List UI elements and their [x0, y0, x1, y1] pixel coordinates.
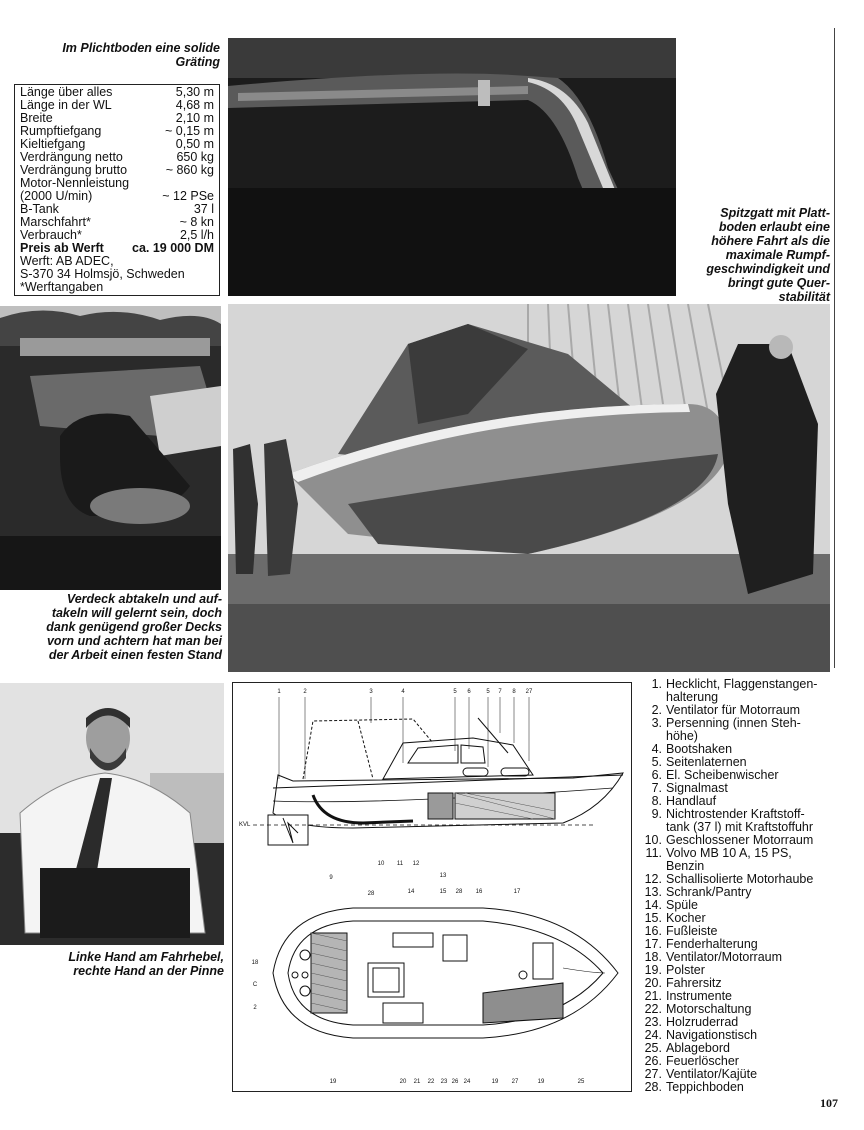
legend-text: Feuerlöscher — [666, 1054, 739, 1068]
legend-text: El. Scheibenwischer — [666, 768, 779, 782]
builder-line: Werft: AB ADEC, — [20, 254, 114, 268]
legend-number: 15. — [644, 911, 662, 925]
spec-label: Motor-Nennleistung — [20, 176, 130, 190]
legend-number: 3. — [651, 716, 662, 730]
caption-line: Gräting — [175, 55, 220, 69]
legend-text: Signalmast — [666, 781, 728, 795]
diagram-legend — [640, 678, 862, 1094]
spec-label: Breite — [20, 111, 53, 125]
legend-number: 18. — [644, 950, 662, 964]
diagram-number: 19 — [329, 1079, 337, 1085]
legend-text: Schrank/Pantry — [666, 885, 752, 899]
diagram-number: 1 — [277, 689, 281, 695]
legend-number: 2. — [651, 703, 662, 717]
diagram-number: 23 — [440, 1079, 448, 1085]
legend-number: 5. — [651, 755, 662, 769]
spec-value: 5,30 m — [175, 85, 214, 99]
legend-number: 17. — [644, 937, 662, 951]
price-value: ca. 19 000 DM — [132, 241, 214, 255]
diagram-number: 17 — [513, 889, 521, 895]
spec-value: ~ 12 PSe — [162, 189, 214, 203]
diagram-number: 11 — [396, 861, 404, 867]
legend-number: 14. — [644, 898, 662, 912]
caption-line: der Arbeit einen festen Stand — [48, 648, 222, 662]
caption-line: Spitzgatt mit Platt- — [720, 206, 830, 220]
legend-text: Navigationstisch — [666, 1028, 758, 1042]
legend-text: halterung — [666, 690, 719, 704]
diagram-number: 28 — [455, 889, 463, 895]
caption-line: Linke Hand am Fahrhebel, — [68, 950, 224, 964]
diagram-number: 7 — [498, 689, 502, 695]
legend-number: 16. — [644, 924, 662, 938]
boat-technical-drawing — [232, 682, 632, 1092]
spec-label: Rumpftiefgang — [20, 124, 102, 138]
caption-line: Verdeck abtakeln und auf- — [66, 592, 222, 606]
legend-text: Handlauf — [666, 794, 717, 808]
diagram-number: 25 — [577, 1079, 585, 1085]
column-rule — [834, 28, 835, 668]
legend-number: 12. — [644, 872, 662, 886]
spec-value: ~ 860 kg — [165, 163, 214, 177]
diagram-number: 3 — [369, 689, 373, 695]
legend-text: Teppichboden — [666, 1080, 744, 1094]
legend-text: höhe) — [666, 729, 698, 743]
legend-text: Motorschaltung — [666, 1002, 752, 1016]
diagram-number: 28 — [367, 891, 375, 897]
legend-text: Volvo MB 10 A, 15 PS, — [666, 846, 792, 860]
photo-cockpit — [228, 38, 676, 296]
diagram-number: 21 — [413, 1079, 421, 1085]
diagram-number: 9 — [329, 875, 333, 881]
legend-number: 23. — [644, 1015, 662, 1029]
diagram-number: 8 — [512, 689, 516, 695]
builder-address: S-370 34 Holmsjö, Schweden — [20, 267, 185, 281]
spec-label: Länge über alles — [20, 85, 113, 99]
diagram-number: 2 — [253, 1005, 257, 1011]
caption-line: Im Plichtboden eine solide — [62, 41, 220, 55]
spec-label: Verbrauch* — [20, 228, 82, 242]
legend-text: Kocher — [666, 911, 706, 925]
diagram-number: 14 — [407, 889, 415, 895]
diagram-number: 13 — [439, 873, 447, 879]
diagram-number: 27 — [511, 1079, 519, 1085]
diagram-number: 22 — [427, 1079, 435, 1085]
legend-number: 1. — [651, 677, 662, 691]
legend-number: 10. — [644, 833, 662, 847]
legend-number: 24. — [644, 1028, 662, 1042]
legend-text: Fahrersitz — [666, 976, 722, 990]
legend-text: Seitenlaternen — [666, 755, 747, 769]
diagram-number: C — [252, 982, 258, 988]
spec-value: 2,5 l/h — [179, 228, 214, 242]
caption-line: takeln will gelernt sein, doch — [51, 606, 222, 620]
legend-text: Polster — [666, 963, 705, 977]
legend-text: Ventilator/Kajüte — [666, 1067, 758, 1081]
caption-line: höhere Fahrt als die — [711, 234, 830, 248]
legend-text: Ventilator für Motorraum — [666, 703, 801, 717]
diagram-number: 24 — [463, 1079, 471, 1085]
legend-number: 7. — [651, 781, 662, 795]
spec-value: 0,50 m — [175, 137, 214, 151]
legend-number: 27. — [644, 1067, 662, 1081]
caption-line: geschwindigkeit und — [706, 262, 830, 276]
legend-text: Hecklicht, Flaggenstangen- — [666, 677, 818, 691]
diagram-number: 19 — [537, 1079, 545, 1085]
spec-label: B-Tank — [20, 202, 59, 216]
spec-label: (2000 U/min) — [20, 189, 93, 203]
legend-text: Fenderhalterung — [666, 937, 758, 951]
spec-label: Länge in der WL — [20, 98, 112, 112]
spec-value: ~ 8 kn — [179, 215, 214, 229]
diagram-number: 5 — [453, 689, 457, 695]
legend-number: 4. — [651, 742, 662, 756]
legend-text: Geschlossener Motorraum — [666, 833, 814, 847]
diagram-number: 4 — [401, 689, 405, 695]
diagram-number: 27 — [525, 689, 533, 695]
legend-item — [640, 1081, 862, 1094]
diagram-number: 18 — [251, 960, 259, 966]
diagram-number: 6 — [467, 689, 471, 695]
caption-line: boden erlaubt eine — [718, 220, 830, 234]
diagram-number: 10 — [377, 861, 385, 867]
legend-text: Ablagebord — [666, 1041, 730, 1055]
caption-line: bringt gute Quer- — [727, 276, 830, 290]
diagram-number: 12 — [412, 861, 420, 867]
photo-harbour — [0, 306, 221, 590]
legend-number: 22. — [644, 1002, 662, 1016]
legend-number: 25. — [644, 1041, 662, 1055]
legend-text: Benzin — [666, 859, 705, 873]
diagram-number: 15 — [439, 889, 447, 895]
caption-top-left — [20, 41, 220, 69]
legend-number: 21. — [644, 989, 662, 1003]
specifications-box — [14, 84, 220, 296]
kvl-label: KVL — [239, 822, 251, 828]
legend-number: 13. — [644, 885, 662, 899]
spec-value: 4,68 m — [175, 98, 214, 112]
caption-middle-left — [10, 592, 222, 662]
side-elevation — [253, 718, 623, 845]
legend-text: Spüle — [666, 898, 698, 912]
legend-text: tank (37 l) mit Kraftstoffuhr — [666, 820, 814, 834]
spec-label: Verdrängung brutto — [20, 163, 128, 177]
caption-line: vorn und achtern hat man bei — [46, 634, 222, 648]
caption-line: dank genügend großer Decks — [46, 620, 222, 634]
spec-value: 2,10 m — [175, 111, 214, 125]
legend-number: 6. — [651, 768, 662, 782]
legend-number: 19. — [644, 963, 662, 977]
footnote: *Werftangaben — [20, 280, 104, 294]
legend-number: 11. — [645, 846, 662, 860]
legend-number: 26. — [644, 1054, 662, 1068]
legend-text: Persenning (innen Steh- — [666, 716, 801, 730]
caption-line: maximale Rumpf- — [725, 248, 830, 262]
page-number: 107 — [820, 1096, 838, 1110]
spec-rows — [20, 86, 214, 242]
caption-line: rechte Hand an der Pinne — [73, 964, 224, 978]
diagram-number: 20 — [399, 1079, 407, 1085]
photo-boat-on-land — [228, 304, 830, 672]
caption-top-right — [680, 206, 830, 304]
spec-value: ~ 0,15 m — [165, 124, 214, 138]
legend-text: Schallisolierte Motorhaube — [666, 872, 814, 886]
price-label: Preis ab Werft — [20, 241, 104, 255]
legend-number: 28. — [644, 1080, 662, 1094]
diagram-number: 19 — [491, 1079, 499, 1085]
legend-number: 20. — [644, 976, 662, 990]
legend-text: Ventilator/Motorraum — [666, 950, 783, 964]
diagram-number: 16 — [475, 889, 483, 895]
legend-text: Nichtrostender Kraftstoff- — [666, 807, 805, 821]
spec-value: 37 l — [193, 202, 214, 216]
diagram-number: 5 — [486, 689, 490, 695]
legend-text: Instrumente — [666, 989, 733, 1003]
photo-helmsman — [0, 683, 224, 945]
spec-label: Verdrängung netto — [20, 150, 123, 164]
diagram-number: 26 — [451, 1079, 459, 1085]
diagram-number: 2 — [303, 689, 307, 695]
spec-value: 650 kg — [176, 150, 214, 164]
legend-text: Bootshaken — [666, 742, 733, 756]
legend-text: Fußleiste — [666, 924, 718, 938]
spec-label: Marschfahrt* — [20, 215, 91, 229]
legend-number: 9. — [651, 807, 662, 821]
legend-text: Holzruderrad — [666, 1015, 739, 1029]
legend-number: 8. — [651, 794, 662, 808]
spec-label: Kieltiefgang — [20, 137, 86, 151]
plan-view — [273, 908, 618, 1038]
caption-line: stabilität — [778, 290, 830, 304]
caption-bottom-left — [20, 950, 224, 978]
